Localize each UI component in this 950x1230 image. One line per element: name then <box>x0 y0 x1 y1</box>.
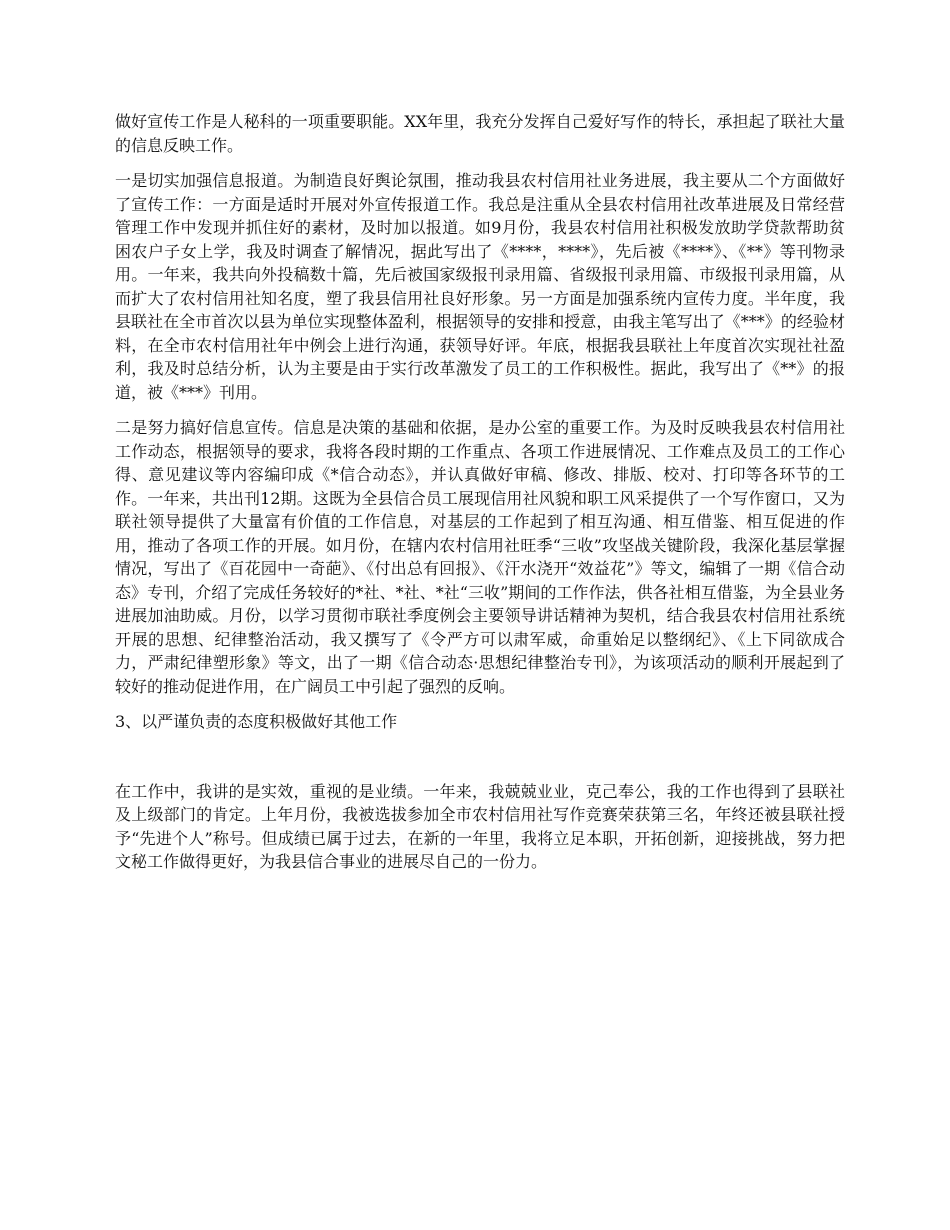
paragraph-info-publicity: 二是努力搞好信息宣传。信息是决策的基础和依据，是办公室的重要工作。为及时反映我县农村信用社工作动态，根据领导的要求，我将各段时期的工作重点、各项工作进展情况、工作难点及员工的工作心得、意见建议等内容编印成《*信合动态》，并认真做好审稿、修改、排版、校对、打印等各环节的工作。一年来，共出刊12期。这既为全县信合员工展现信用社风貌和职工风采提供了一个写作窗口，又为联社领导提供了大量富有价值的工作信息，对基层的工作起到了相互沟通、相互借鉴、相互促进的作用，推动了各项工作的开展。如月份，在辖内农村信用社旺季“三收”攻坚战关键阶段，我深化基层掌握情况，写出了《百花园中一奇葩》、《付出总有回报》、《汗水浇开“效益花”》等文，编辑了一期《信合动态》专刊，介绍了完成任务较好的*社、*社、*社“三收”期间的工作作法，供各社相互借鉴，为全县业务进展加油助威。月份，以学习贯彻市联社季度例会主要领导讲话精神为契机，结合我县农村信用社系统开展的思想、纪律整治活动，我又撰写了《令严方可以肃军威，命重始足以整纲纪》、《上下同欲成合力，严肃纪律塑形象》等文，出了一期《信合动态·思想纪律整治专刊》，为该项活动的顺利开展起到了较好的推动促进作用，在广阔员工中引起了强烈的反响。 <box>115 418 845 696</box>
paragraph-intro: 做好宣传工作是人秘科的一项重要职能。XX年里，我充分发挥自己爱好写作的特长，承担起了联社大量的信息反映工作。 <box>115 112 845 155</box>
document-body <box>115 110 845 886</box>
paragraph-closing: 在工作中，我讲的是实效，重视的是业绩。一年来，我兢兢业业，克己奉公，我的工作也得到了县联社及上级部门的肯定。上年月份，我被选拔参加全市农村信用社写作竞赛荣获第三名，年终还被县联社授予“先进个人”称号。但成绩已属于过去，在新的一年里，我将立足本职，开拓创新，迎接挑战，努力把文秘工作做得更好，为我县信合事业的进展尽自己的一份力。 <box>115 781 845 871</box>
section-heading: 3、以严谨负责的态度积极做好其他工作 <box>115 712 398 731</box>
paragraph-info-reporting: 一是切实加强信息报道。为制造良好舆论氛围，推动我县农村信用社业务进展，我主要从二个方面做好了宣传工作：一方面是适时开展对外宣传报道工作。我总是注重从全县农村信用社改革进展及日常经营管理工作中发现并抓住好的素材，及时加以报道。如9月份，我县农村信用社积极发放助学贷款帮助贫困农户子女上学，我及时调查了解情况，据此写出了《****，****》，先后被《****》、《**》等刊物录用。一年来，我共向外投稿数十篇，先后被国家级报刊录用篇、省级报刊录用篇、市级报刊录用篇，从而扩大了农村信用社知名度，塑了我县信用社良好形象。另一方面是加强系统内宣传力度。半年度，我县联社在全市首次以县为单位实现整体盈利，根据领导的安排和授意，由我主笔写出了《***》的经验材料，在全市农村信用社年中例会上进行沟通，获领导好评。年底，根据我县联社上年度首次实现社社盈利，我及时总结分析，认为主要是由于实行改革激发了员工的工作积极性。据此，我写出了《**》的报道，被《***》刊用。 <box>115 171 845 402</box>
spacer <box>115 746 845 780</box>
